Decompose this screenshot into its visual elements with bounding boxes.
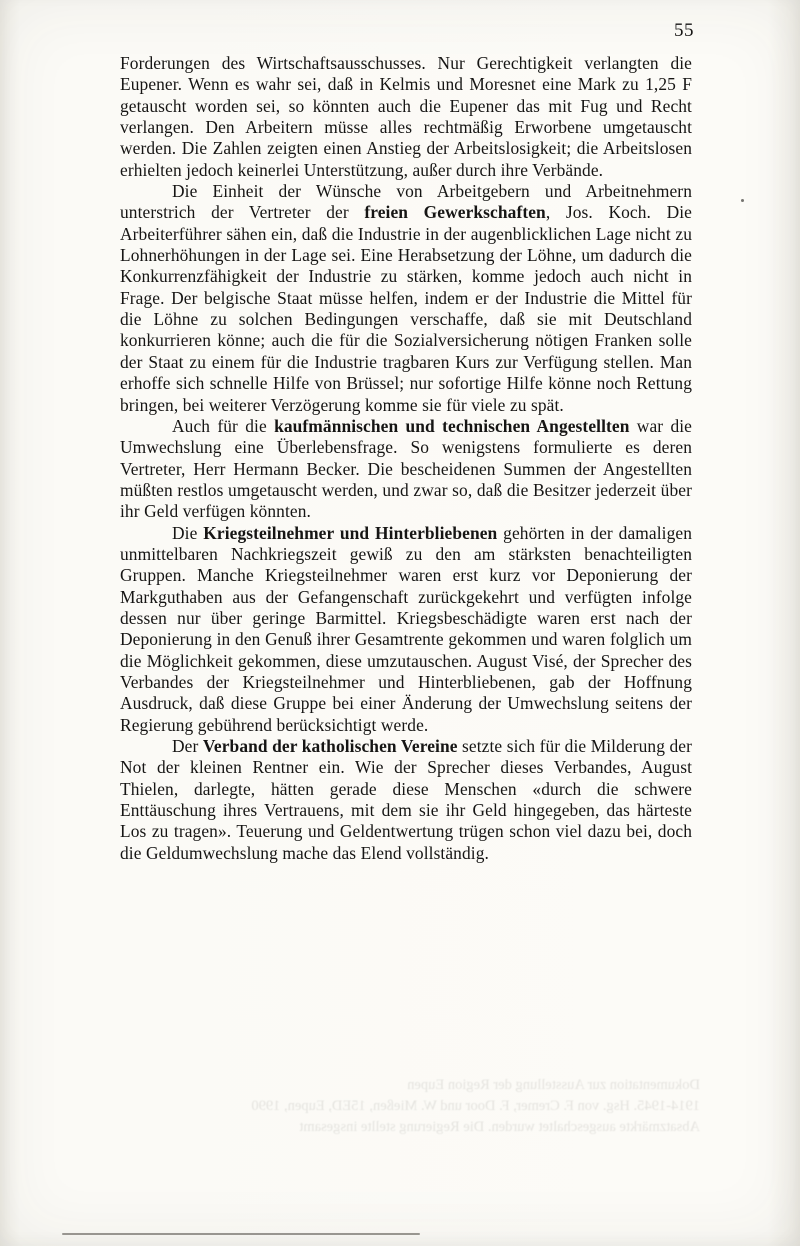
bleedthrough-line: Absatzmärkte ausgeschaltet wurden. Die Regierung stellte insgesamt <box>299 1119 700 1135</box>
scan-artifact-line <box>62 1233 420 1235</box>
bleedthrough-line: 1914-1945. Hsg. von F. Cremer, F. Door und W. Mießen, 15ED, Eupen, 1990 <box>251 1098 700 1114</box>
page-bleedthrough <box>100 1075 700 1138</box>
paragraph: Die Einheit der Wünsche von Arbeitgebern und Arbeitnehmern unterstrich der Vertreter der freien Gewerkschaften, Jos. Koch. Die Arbeiterführer sähen ein, daß die Industrie in der augenblicklichen Lage nicht zu Lohnerhöhungen in der Lage sei. Eine Herabsetzung der Löhne, um dadurch die Konkurrenzfähigkeit der Industrie zu stärken, komme jedoch auch nicht in Frage. Der belgische Staat müsse helfen, indem er der Industrie die Mittel für die Löhne zu solchen Bedingungen verschaffe, daß sie mit Deutschland konkurrieren könne; auch die für die Sozialversicherung nötigen Franken solle der Staat zu einem für die Industrie tragbaren Kurs zur Verfügung stellen. Man erhoffe sich schnelle Hilfe von Brüssel; nur sofortige Hilfe könne noch Rettung bringen, bei weiterer Verzögerung komme sie für viele zu spät. <box>120 181 693 415</box>
paragraph: Der Verband der katholischen Vereine setzte sich für die Milderung der Not der kleinen Rentner ein. Wie der Sprecher dieses Verbandes, August Thielen, darlegte, hätten gerade diese Menschen «durch die schwere Enttäuschung ihres Vertrauens, mit dem sie ihr Geld hingegeben, das härteste Los zu tragen». Teuerung und Geldentwertung trügen schon viel dazu bei, doch die Geldumwechslung mache das Elend vollständig. <box>120 736 692 863</box>
page-body-text <box>120 53 692 864</box>
paragraph: Forderungen des Wirtschaftsausschusses. Nur Gerechtigkeit verlangten die Eupener. Wenn es wahr sei, daß in Kelmis und Moresnet eine Mark zu 1,25 F getauscht worden sei, so könnten auch die Eupener das mit Fug und Recht verlangen. Den Arbeitern müsse alles rechtmäßig Erworbene umgetauscht werden. Die Zahlen zeigten einen Anstieg der Arbeitslosigkeit; die Arbeitslosen erhielten jedoch keinerlei Unterstützung, außer durch ihre Verbände. <box>120 53 692 180</box>
paragraph: Auch für die kaufmännischen und technischen Angestellten war die Umwechslung eine Überlebensfrage. So wenigstens formulierte es deren Vertreter, Herr Hermann Becker. Die bescheidenen Summen der Angestellten müßten restlos umgetauscht werden, und zwar so, daß die Besitzer jederzeit über ihr Geld verfügen könnten. <box>120 415 692 522</box>
bleedthrough-line: Dokumentation zur Ausstellung der Region Eupen <box>407 1077 700 1093</box>
paragraph: Die Kriegsteilnehmer und Hinterbliebenen gehörten in der damaligen unmittelbaren Nachkriegszeit gewiß zu den am stärksten benachteiligten Gruppen. Manche Kriegsteilnehmer waren erst kurz vor Deponierung der Markguthaben aus der Gefangenschaft zurückgekehrt und verfügten infolge dessen nur über geringe Barmittel. Kriegsbeschädigte waren erst nach der Deponierung in den Genuß ihrer Gesamtrente gekommen und waren folglich um die Möglichkeit gekommen, diese umzutauschen. August Visé, der Sprecher des Verbandes der Kriegsteilnehmer und Hinterbliebenen, gab der Hoffnung Ausdruck, daß diese Gruppe bei einer Änderung der Umwechslung seitens der Regierung gebührend berücksichtigt werde. <box>120 522 692 735</box>
page-number: 55 <box>674 20 694 41</box>
scan-artifact-speck <box>741 199 744 202</box>
